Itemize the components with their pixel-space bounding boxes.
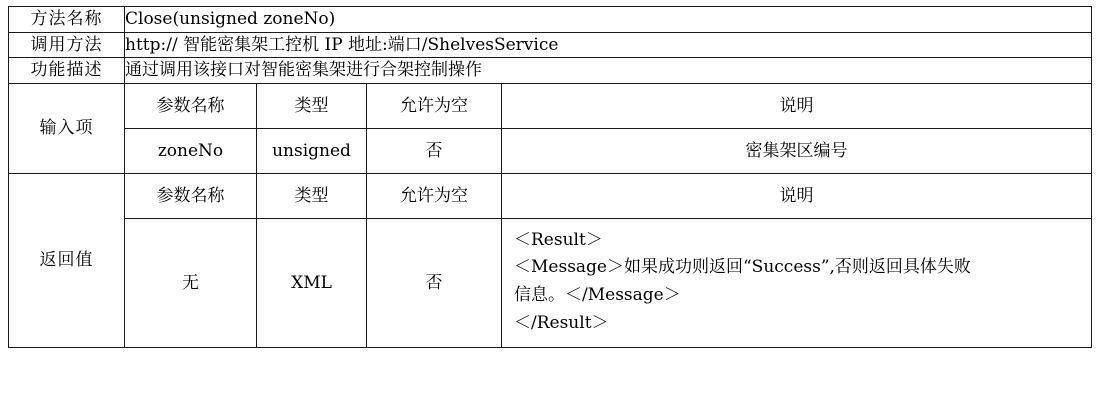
api-specification-table — [8, 6, 1092, 348]
return-description-block — [502, 219, 1091, 347]
return-header-type: 类型 — [257, 173, 367, 218]
return-header-description: 说明 — [502, 173, 1092, 218]
table-row — [9, 58, 1092, 84]
input-header-type: 类型 — [257, 83, 367, 128]
return-description-line: ＜/Result＞ — [514, 312, 609, 333]
return-section-label: 返回值 — [9, 173, 125, 347]
return-description-line: ＜Message＞如果成功则返回“Success”,否则返回具体失败 — [514, 257, 971, 278]
call-method-value: http:// 智能密集架工控机 IP 地址:端口/ShelvesService — [125, 32, 1092, 58]
table-row — [9, 128, 1092, 173]
table-row — [9, 218, 1092, 347]
input-param-type: unsigned — [257, 128, 367, 173]
return-description-line: ＜Result＞ — [514, 229, 603, 250]
method-name-label: 方法名称 — [9, 7, 125, 33]
input-header-nullable: 允许为空 — [367, 83, 502, 128]
input-section-label: 输入项 — [9, 83, 125, 173]
table-row — [9, 7, 1092, 33]
return-header-nullable: 允许为空 — [367, 173, 502, 218]
call-method-label: 调用方法 — [9, 32, 125, 58]
function-desc-value: 通过调用该接口对智能密集架进行合架控制操作 — [125, 58, 1092, 84]
table-row — [9, 32, 1092, 58]
input-header-description: 说明 — [502, 83, 1092, 128]
input-header-param-name: 参数名称 — [125, 83, 257, 128]
method-name-value: Close(unsigned zoneNo) — [125, 7, 1092, 33]
input-param-name: zoneNo — [125, 128, 257, 173]
input-param-description: 密集架区编号 — [502, 128, 1092, 173]
return-param-type: XML — [257, 218, 367, 347]
table-row — [9, 83, 1092, 128]
return-param-nullable: 否 — [367, 218, 502, 347]
function-desc-label: 功能描述 — [9, 58, 125, 84]
return-header-param-name: 参数名称 — [125, 173, 257, 218]
table-row — [9, 173, 1092, 218]
return-description-line: 信息。＜/Message＞ — [514, 284, 681, 305]
return-param-description — [502, 218, 1092, 347]
return-param-name: 无 — [125, 218, 257, 347]
input-param-nullable: 否 — [367, 128, 502, 173]
